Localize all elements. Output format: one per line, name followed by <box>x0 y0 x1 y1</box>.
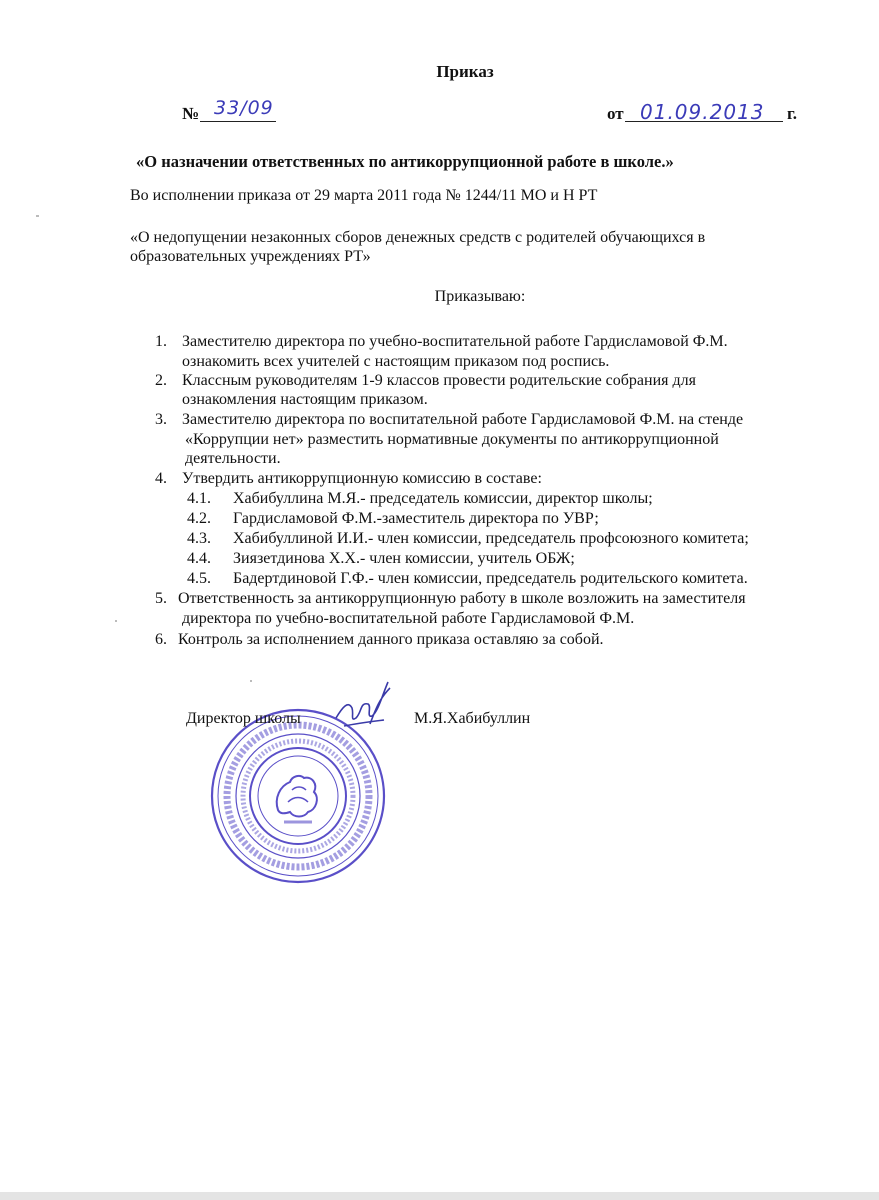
director-signature <box>330 678 400 738</box>
scan-bottom-edge <box>0 1192 879 1200</box>
item-text-line: Утвердить антикоррупционную комиссию в составе: <box>182 470 542 487</box>
item-number: 3. <box>155 411 167 428</box>
subitem-text: Бадертдиновой Г.Ф.- член комиссии, председатель родительского комитета. <box>233 570 748 587</box>
signer-title: Директор школы <box>186 710 301 727</box>
item-number: 1. <box>155 333 167 350</box>
item-text-line: Ответственность за антикоррупционную работу в школе возложить на заместителя <box>178 590 746 607</box>
item-text-line: Заместителю директора по учебно-воспитательной работе Гардисламовой Ф.М. <box>182 333 728 350</box>
order-number-underline <box>200 121 276 122</box>
item-text-line: «Коррупции нет» разместить нормативные документы по антикоррупционной <box>185 431 719 448</box>
subitem-number: 4.2. <box>187 510 211 527</box>
subitem-text: Гардисламовой Ф.М.-заместитель директора по УВР; <box>233 510 599 527</box>
subitem-number: 4.5. <box>187 570 211 587</box>
order-number-value: 33/09 <box>214 97 274 119</box>
scan-speck <box>250 680 252 682</box>
item-text-line: Классным руководителям 1-9 классов провести родительские собрания для <box>182 372 696 389</box>
order-subject: «О назначении ответственных по антикоррупционной работе в школе.» <box>136 152 674 171</box>
signer-name: М.Я.Хабибуллин <box>414 710 531 727</box>
item-text-line: ознакомления настоящим приказом. <box>182 391 428 408</box>
basis-line-3: образовательных учреждениях РТ» <box>130 248 371 265</box>
subitem-number: 4.3. <box>187 530 211 547</box>
scan-speck <box>115 620 117 622</box>
subitem-text: Хабибуллиной И.И.- член комиссии, председатель профсоюзного комитета; <box>233 530 749 547</box>
basis-line-1: Во исполнении приказа от 29 марта 2011 года № 1244/11 МО и Н РТ <box>130 187 598 204</box>
item-number: 5. <box>155 590 167 607</box>
subitem-text: Зиязетдинова Х.Х.- член комиссии, учитель ОБЖ; <box>233 550 575 567</box>
order-number-label: № <box>182 104 200 123</box>
subitem-text: Хабибуллина М.Я.- председатель комиссии, директор школы; <box>233 490 653 507</box>
subitem-number: 4.1. <box>187 490 211 507</box>
order-word: Приказываю: <box>434 288 526 305</box>
item-number: 4. <box>155 470 167 487</box>
item-text-line: ознакомить всех учителей с настоящим приказом под роспись. <box>182 353 610 370</box>
item-text-line: деятельности. <box>185 450 281 467</box>
item-number: 2. <box>155 372 167 389</box>
item-text-line: директора по учебно-воспитательной работе Гардисламовой Ф.М. <box>182 610 635 627</box>
subitem-number: 4.4. <box>187 550 211 567</box>
document-title: Приказ <box>436 62 494 81</box>
order-date-label: от <box>607 104 624 123</box>
basis-line-2: «О недопущении незаконных сборов денежных средств с родителей обучающихся в <box>130 229 706 246</box>
item-text-line: Заместителю директора по воспитательной работе Гардисламовой Ф.М. на стенде <box>182 411 744 428</box>
order-date-value: 01.09.2013 <box>640 100 765 124</box>
item-number: 6. <box>155 631 167 648</box>
scan-speck <box>36 215 39 217</box>
item-text-line: Контроль за исполнением данного приказа оставляю за собой. <box>178 631 604 648</box>
year-suffix: г. <box>787 104 798 123</box>
